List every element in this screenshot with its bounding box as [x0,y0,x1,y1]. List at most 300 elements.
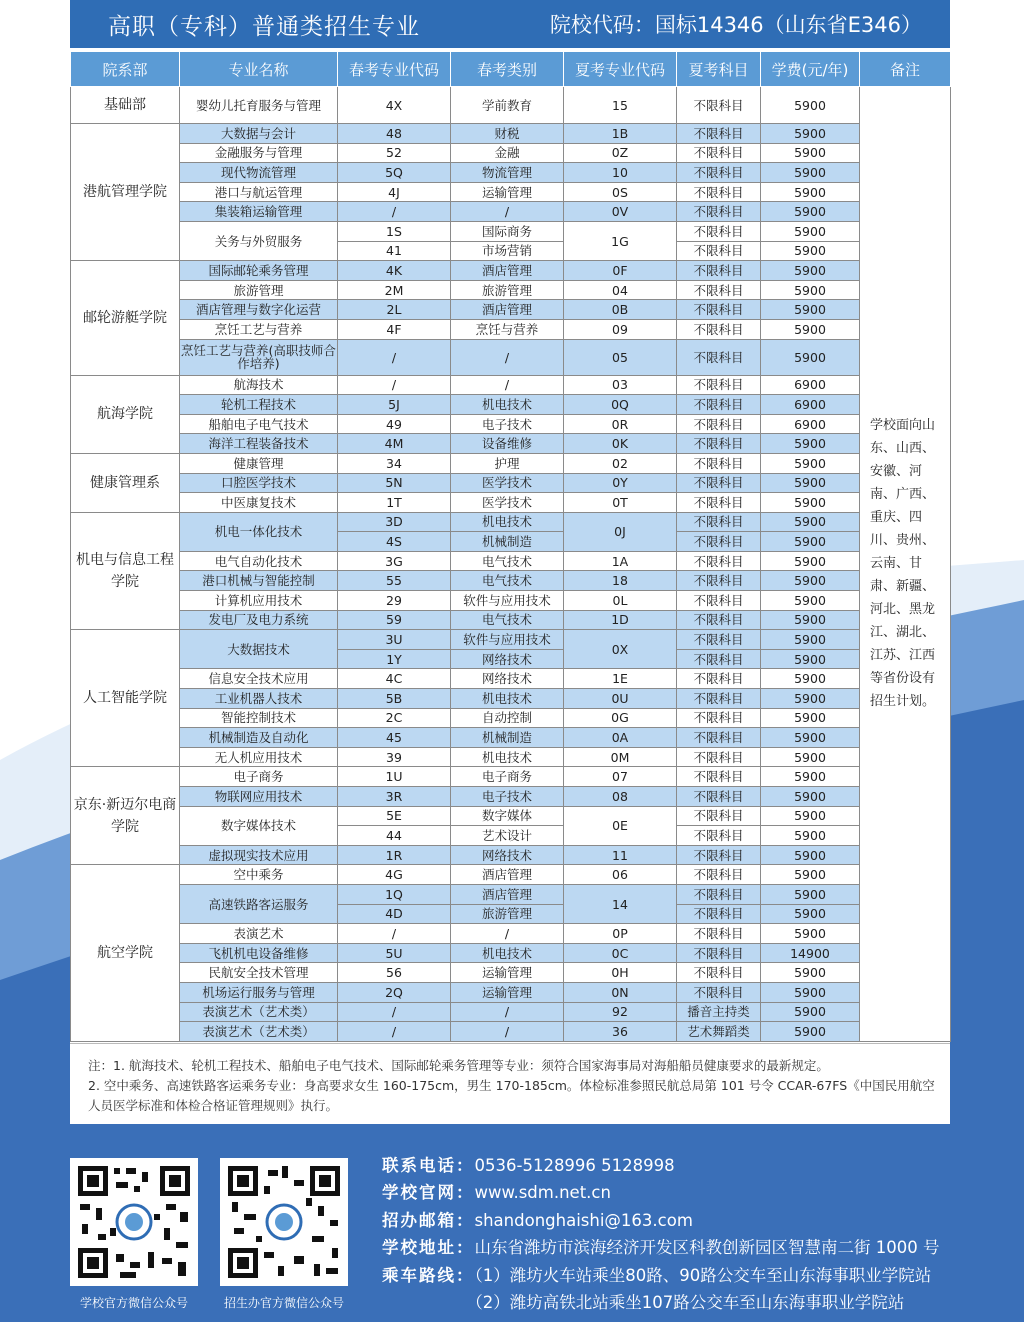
spring-category-cell: 自动控制 [451,708,564,728]
summer-code-cell: 0E [564,806,677,845]
department-cell: 航海学院 [71,375,180,453]
tuition-cell: 5900 [761,221,860,241]
spring-category-cell: 物流管理 [451,163,564,183]
page-title: 高职（专科）普通类招生专业 [108,13,420,40]
spring-code-cell: 4X [338,87,451,124]
major-name-cell: 金融服务与管理 [180,143,338,163]
table-row [71,610,951,630]
spring-code-cell: / [338,1022,451,1042]
table-row [71,202,951,222]
major-name-cell: 港口机械与智能控制 [180,571,338,591]
spring-category-cell: 机电技术 [451,943,564,963]
major-name-cell: 轮机工程技术 [180,395,338,415]
spring-code-cell: 59 [338,610,451,630]
tuition-cell: 5900 [761,747,860,767]
spring-code-cell: / [338,375,451,395]
spring-category-cell: 运输管理 [451,963,564,983]
spring-category-cell: 电子技术 [451,787,564,807]
contact-route-2 [382,1289,939,1316]
summer-code-cell: 0Y [564,473,677,493]
table-row [71,339,951,375]
table-row [71,943,951,963]
table-row [71,591,951,611]
summer-subject-cell: 不限科目 [677,767,761,787]
tuition-cell: 5900 [761,767,860,787]
contact-label: 学校官网： [382,1183,475,1203]
school-code: 院校代码：国标14346（山东省E346） [549,13,922,37]
summer-subject-cell: 不限科目 [677,610,761,630]
tuition-cell: 5900 [761,453,860,473]
summer-code-cell: 36 [564,1022,677,1042]
tuition-cell: 6900 [761,375,860,395]
spring-category-cell: 机电技术 [451,747,564,767]
table-row [71,669,951,689]
spring-code-cell: 4F [338,319,451,339]
major-name-cell: 民航安全技术管理 [180,963,338,983]
table-row [71,865,951,885]
spring-code-cell: 2L [338,300,451,320]
spring-category-cell: 机电技术 [451,689,564,709]
table-row [71,767,951,787]
table-row [71,1002,951,1022]
table-row [71,806,951,826]
summer-code-cell: 0A [564,728,677,748]
contact-value: shandonghaishi@163.com [474,1210,693,1230]
summer-subject-cell: 播音主持类 [677,1002,761,1022]
spring-code-cell: / [338,202,451,222]
spring-code-cell: / [338,924,451,944]
tuition-cell: 6900 [761,395,860,415]
spring-category-cell: 运输管理 [451,982,564,1002]
tuition-cell: 5900 [761,884,860,904]
summer-code-cell: 0U [564,689,677,709]
spring-code-cell: 3U [338,630,451,650]
remark-cell: 学校面向山东、山西、安徽、河南、广西、重庆、四川、贵州、云南、甘肃、新疆、河北、黑龙江、湖北、江苏、江西等省份设有招生计划。 [860,87,951,1042]
table-row [71,982,951,1002]
spring-category-cell: / [451,339,564,375]
summer-code-cell: 09 [564,319,677,339]
major-name-cell: 大数据技术 [180,630,338,669]
qr-code-admission [220,1158,348,1286]
tuition-cell: 5900 [761,434,860,454]
tuition-cell: 5900 [761,202,860,222]
table-row [71,963,951,983]
summer-subject-cell: 不限科目 [677,221,761,241]
tuition-cell: 5900 [761,806,860,826]
qr-caption-school: 学校官方微信公众号 [79,1296,188,1310]
col-header: 学费(元/年) [761,52,860,87]
major-name-cell: 计算机应用技术 [180,591,338,611]
contact-address [382,1234,939,1261]
spring-category-cell: 网络技术 [451,845,564,865]
spring-code-cell: 1U [338,767,451,787]
summer-code-cell: 1A [564,551,677,571]
tuition-cell: 5900 [761,551,860,571]
spring-category-cell: 网络技术 [451,669,564,689]
table-row [71,630,951,650]
table-row [71,1022,951,1042]
spring-category-cell: / [451,1022,564,1042]
major-name-cell: 现代物流管理 [180,163,338,183]
major-name-cell: 机械制造及自动化 [180,728,338,748]
title-banner [70,0,950,48]
tuition-cell: 5900 [761,493,860,513]
tuition-cell: 5900 [761,512,860,532]
summer-code-cell: 11 [564,845,677,865]
department-cell: 港航管理学院 [71,124,180,261]
summer-subject-cell: 不限科目 [677,512,761,532]
contact-value: （2）潍坊高铁北站乘坐107路公交车至山东海事职业学院站 [474,1292,905,1312]
contact-value: 0536-5128996 5128998 [474,1156,675,1175]
summer-subject-cell: 不限科目 [677,375,761,395]
col-header: 春考专业代码 [338,52,451,87]
summer-code-cell: 0P [564,924,677,944]
spring-code-cell: 5U [338,943,451,963]
summer-code-cell: 1D [564,610,677,630]
summer-code-cell: 08 [564,787,677,807]
contact-label: 学校地址： [382,1238,475,1258]
department-cell: 基础部 [71,87,180,124]
table-row [71,884,951,904]
spring-code-cell: 1Y [338,649,451,669]
spring-category-cell: 医学技术 [451,493,564,513]
major-name-cell: 集装箱运输管理 [180,202,338,222]
spring-code-cell: 52 [338,143,451,163]
summer-subject-cell: 不限科目 [677,143,761,163]
table-row [71,551,951,571]
spring-category-cell: 酒店管理 [451,865,564,885]
summer-code-cell: 06 [564,865,677,885]
summer-subject-cell: 不限科目 [677,649,761,669]
summer-subject-cell: 不限科目 [677,708,761,728]
spring-category-cell: 电气技术 [451,610,564,630]
contact-value: www.sdm.net.cn [474,1183,611,1203]
department-cell: 健康管理系 [71,453,180,512]
tuition-cell: 5900 [761,87,860,124]
table-row [71,728,951,748]
major-name-cell: 旅游管理 [180,280,338,300]
major-name-cell: 电气自动化技术 [180,551,338,571]
table-row [71,375,951,395]
summer-subject-cell: 不限科目 [677,473,761,493]
major-name-cell: 健康管理 [180,453,338,473]
note-line-2: 2. 空中乘务、高速铁路客运乘务专业：身高要求女生 160-175cm，男生 170-185cm。体检标准参照民航总局第 101 号令 CCAR-67FS《中国民用航空人员医学标准和体检合格证管理规则》执行。 [88,1078,935,1113]
major-name-cell: 中医康复技术 [180,493,338,513]
summer-subject-cell: 不限科目 [677,787,761,807]
table-row [71,493,951,513]
spring-category-cell: 运输管理 [451,182,564,202]
spring-category-cell: 机电技术 [451,512,564,532]
summer-code-cell: 0T [564,493,677,513]
major-name-cell: 国际邮轮乘务管理 [180,261,338,281]
tuition-cell: 5900 [761,241,860,261]
tuition-cell: 5900 [761,591,860,611]
tuition-cell: 5900 [761,571,860,591]
spring-code-cell: 3G [338,551,451,571]
tuition-cell: 5900 [761,610,860,630]
spring-category-cell: 医学技术 [451,473,564,493]
spring-code-cell: 4G [338,865,451,885]
tuition-cell: 5900 [761,845,860,865]
summer-subject-cell: 不限科目 [677,493,761,513]
summer-subject-cell: 不限科目 [677,845,761,865]
summer-code-cell: 0Q [564,395,677,415]
spring-code-cell: 34 [338,453,451,473]
spring-category-cell: 设备维修 [451,434,564,454]
summer-subject-cell: 不限科目 [677,202,761,222]
major-name-cell: 港口与航运管理 [180,182,338,202]
summer-subject-cell: 不限科目 [677,319,761,339]
major-name-cell: 飞机机电设备维修 [180,943,338,963]
spring-category-cell: 电气技术 [451,551,564,571]
qr-code-school [70,1158,198,1286]
tuition-cell: 6900 [761,414,860,434]
tuition-cell: 5900 [761,532,860,552]
tuition-cell: 5900 [761,280,860,300]
tuition-cell: 5900 [761,261,860,281]
spring-code-cell: 2C [338,708,451,728]
major-name-cell: 大数据与会计 [180,124,338,144]
major-name-cell: 船舶电子电气技术 [180,414,338,434]
department-cell: 邮轮游艇学院 [71,261,180,375]
summer-subject-cell: 不限科目 [677,182,761,202]
table-row [71,300,951,320]
department-cell: 机电与信息工程学院 [71,512,180,630]
major-name-cell: 婴幼儿托育服务与管理 [180,87,338,124]
tuition-cell: 5900 [761,143,860,163]
spring-code-cell: / [338,339,451,375]
contact-route [382,1262,939,1289]
summer-code-cell: 0V [564,202,677,222]
tuition-cell: 5900 [761,649,860,669]
col-header: 春考类别 [451,52,564,87]
table-row [71,473,951,493]
contact-label: 乘车路线： [382,1265,475,1285]
tuition-cell: 5900 [761,963,860,983]
summer-code-cell: 03 [564,375,677,395]
summer-code-cell: 1B [564,124,677,144]
summer-subject-cell: 不限科目 [677,591,761,611]
summer-subject-cell: 不限科目 [677,865,761,885]
spring-code-cell: 1S [338,221,451,241]
table-row [71,143,951,163]
spring-category-cell: 国际商务 [451,221,564,241]
spring-code-cell: 49 [338,414,451,434]
major-name-cell: 信息安全技术应用 [180,669,338,689]
major-name-cell: 海洋工程装备技术 [180,434,338,454]
spring-code-cell: 48 [338,124,451,144]
note-line-1: 注：1. 航海技术、轮机工程技术、船舶电子电气技术、国际邮轮乘务管理等专业：须符合国家海事局对海船船员健康要求的最新规定。 [88,1058,829,1073]
summer-subject-cell: 不限科目 [677,300,761,320]
spring-code-cell: 5Q [338,163,451,183]
major-table [70,51,951,1042]
table-row [71,708,951,728]
contact-phone [382,1152,939,1179]
spring-category-cell: 酒店管理 [451,261,564,281]
summer-code-cell: 0N [564,982,677,1002]
tuition-cell: 5900 [761,865,860,885]
spring-code-cell: 4S [338,532,451,552]
summer-subject-cell: 不限科目 [677,241,761,261]
tuition-cell: 5900 [761,708,860,728]
summer-subject-cell: 不限科目 [677,571,761,591]
spring-code-cell: 4J [338,182,451,202]
spring-code-cell: 56 [338,963,451,983]
summer-subject-cell: 不限科目 [677,963,761,983]
tuition-cell: 5900 [761,163,860,183]
tuition-cell: 5900 [761,826,860,846]
major-name-cell: 智能控制技术 [180,708,338,728]
spring-category-cell: 烹饪与营养 [451,319,564,339]
tuition-cell: 5900 [761,124,860,144]
summer-code-cell: 0B [564,300,677,320]
tuition-cell: 5900 [761,1002,860,1022]
tuition-cell: 5900 [761,924,860,944]
summer-subject-cell: 不限科目 [677,826,761,846]
spring-category-cell: 电气技术 [451,571,564,591]
major-name-cell: 空中乘务 [180,865,338,885]
summer-subject-cell: 不限科目 [677,806,761,826]
summer-code-cell: 0Z [564,143,677,163]
table-row [71,395,951,415]
summer-subject-cell: 不限科目 [677,728,761,748]
spring-code-cell: 3R [338,787,451,807]
summer-subject-cell: 不限科目 [677,339,761,375]
qr-caption-admission: 招生办官方微信公众号 [223,1296,344,1310]
summer-code-cell: 10 [564,163,677,183]
table-row [71,414,951,434]
col-header: 夏考专业代码 [564,52,677,87]
major-name-cell: 表演艺术 [180,924,338,944]
summer-subject-cell: 不限科目 [677,87,761,124]
spring-code-cell: 5N [338,473,451,493]
tuition-cell: 5900 [761,473,860,493]
spring-code-cell: 2Q [338,982,451,1002]
summer-subject-cell: 不限科目 [677,453,761,473]
tuition-cell: 5900 [761,319,860,339]
table-row [71,747,951,767]
spring-code-cell: 3D [338,512,451,532]
tuition-cell: 5900 [761,182,860,202]
spring-category-cell: / [451,924,564,944]
spring-code-cell: 5B [338,689,451,709]
tuition-cell: 5900 [761,1022,860,1042]
spring-code-cell: 1R [338,845,451,865]
tuition-cell: 5900 [761,982,860,1002]
spring-category-cell: 机械制造 [451,532,564,552]
tuition-cell: 14900 [761,943,860,963]
table-row [71,571,951,591]
summer-code-cell: 0C [564,943,677,963]
table-body [71,87,951,1042]
summer-subject-cell: 不限科目 [677,434,761,454]
table-header-row [71,52,951,87]
summer-subject-cell: 不限科目 [677,924,761,944]
major-name-cell: 发电厂及电力系统 [180,610,338,630]
summer-code-cell: 1E [564,669,677,689]
spring-category-cell: 机械制造 [451,728,564,748]
major-name-cell: 虚拟现实技术应用 [180,845,338,865]
tuition-cell: 5900 [761,787,860,807]
spring-code-cell: 1Q [338,884,451,904]
major-name-cell: 无人机应用技术 [180,747,338,767]
major-name-cell: 电子商务 [180,767,338,787]
summer-code-cell: 15 [564,87,677,124]
table-row [71,512,951,532]
summer-subject-cell: 不限科目 [677,280,761,300]
spring-code-cell: / [338,1002,451,1022]
spring-code-cell: 5J [338,395,451,415]
summer-code-cell: 18 [564,571,677,591]
summer-subject-cell: 不限科目 [677,532,761,552]
spring-category-cell: 学前教育 [451,87,564,124]
spring-code-cell: 1T [338,493,451,513]
tuition-cell: 5900 [761,689,860,709]
major-name-cell: 酒店管理与数字化运营 [180,300,338,320]
tuition-cell: 5900 [761,669,860,689]
summer-subject-cell: 不限科目 [677,982,761,1002]
summer-subject-cell: 不限科目 [677,884,761,904]
spring-category-cell: 金融 [451,143,564,163]
summer-code-cell: 05 [564,339,677,375]
summer-code-cell: 0F [564,261,677,281]
summer-code-cell: 0X [564,630,677,669]
table-row [71,924,951,944]
table-row [71,221,951,241]
spring-category-cell: 数字媒体 [451,806,564,826]
spring-code-cell: 29 [338,591,451,611]
tuition-cell: 5900 [761,300,860,320]
summer-subject-cell: 不限科目 [677,689,761,709]
summer-subject-cell: 不限科目 [677,904,761,924]
summer-subject-cell: 不限科目 [677,630,761,650]
summer-code-cell: 04 [564,280,677,300]
spring-code-cell: 4C [338,669,451,689]
table-row [71,182,951,202]
major-name-cell: 机场运行服务与管理 [180,982,338,1002]
major-name-cell: 表演艺术（艺术类） [180,1002,338,1022]
contact-value: 山东省潍坊市滨海经济开发区科教创新园区智慧南二街 1000 号 [474,1238,940,1258]
summer-code-cell: 0K [564,434,677,454]
table-row [71,87,951,124]
spring-category-cell: 网络技术 [451,649,564,669]
major-name-cell: 关务与外贸服务 [180,221,338,260]
spring-category-cell: 旅游管理 [451,280,564,300]
major-name-cell: 机电一体化技术 [180,512,338,551]
contact-website [382,1179,939,1206]
spring-category-cell: / [451,1002,564,1022]
spring-code-cell: 55 [338,571,451,591]
summer-subject-cell: 艺术舞蹈类 [677,1022,761,1042]
summer-code-cell: 0H [564,963,677,983]
major-name-cell: 数字媒体技术 [180,806,338,845]
summer-subject-cell: 不限科目 [677,669,761,689]
table-row [71,124,951,144]
spring-code-cell: 41 [338,241,451,261]
tuition-cell: 5900 [761,630,860,650]
summer-subject-cell: 不限科目 [677,261,761,281]
summer-code-cell: 07 [564,767,677,787]
summer-code-cell: 0J [564,512,677,551]
tuition-cell: 5900 [761,339,860,375]
table-row [71,845,951,865]
qr-code-icon [220,1158,348,1286]
col-header: 夏考科目 [677,52,761,87]
spring-category-cell: 电子技术 [451,414,564,434]
major-name-cell: 工业机器人技术 [180,689,338,709]
summer-subject-cell: 不限科目 [677,414,761,434]
spring-code-cell: 5E [338,806,451,826]
